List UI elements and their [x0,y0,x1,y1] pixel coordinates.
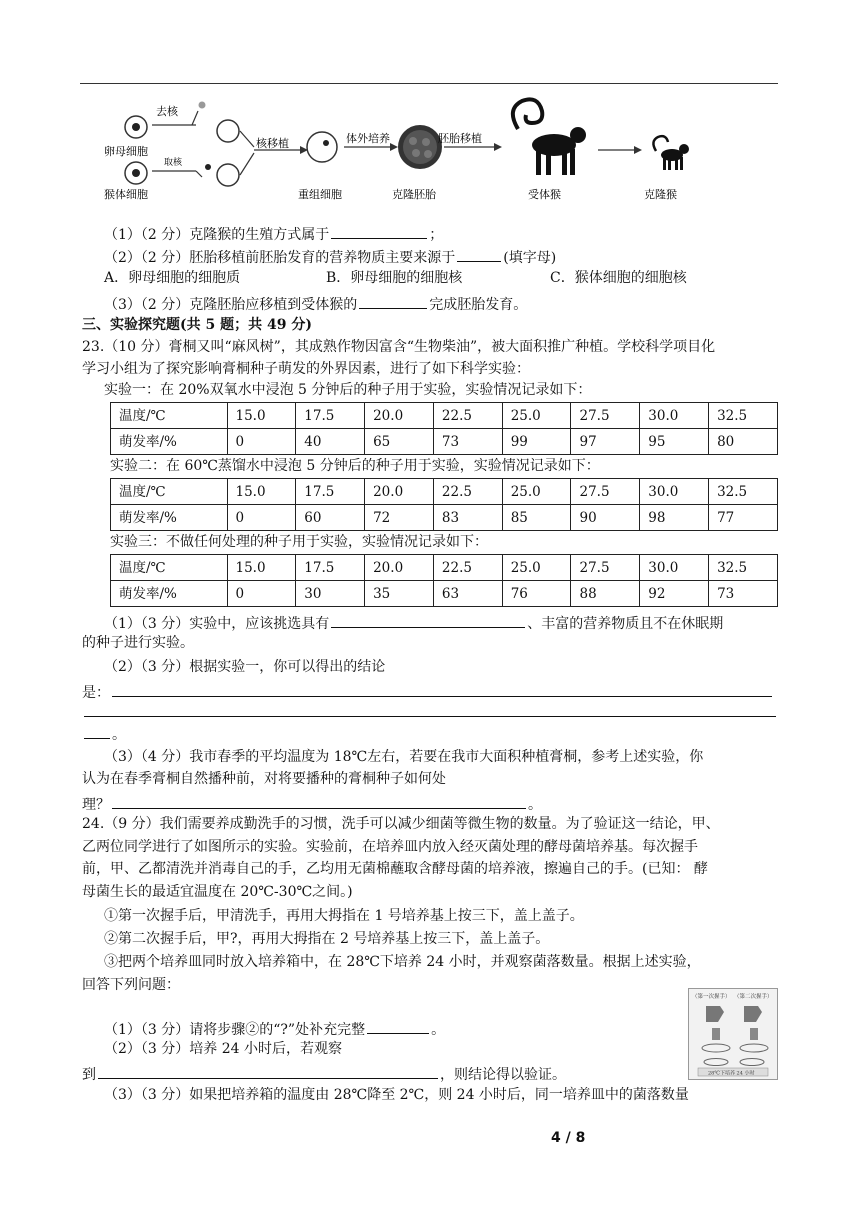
q24-sub2-line: 到 ，则结论得以验证。 [82,1062,566,1085]
section-title: 三、实验探究题(共 5 题；共 49 分) [82,317,312,333]
answer-blank[interactable] [112,792,526,809]
table-cell: 25.0 [502,479,571,505]
table-row [111,429,778,455]
table-cell: 22.5 [433,403,502,429]
arrow-right-icon [634,146,642,154]
table-row [111,581,778,607]
table-row [111,505,778,531]
egg-cell-label: 卵母细胞 [104,145,148,158]
clone-monkey-label: 克隆猴 [644,188,677,201]
q23-sub2-end: 。 [82,722,126,745]
answer-blank[interactable] [98,1062,438,1079]
q22-option-b[interactable]: B．卵母细胞的细胞核 [326,270,463,286]
egg-cell-icon [125,116,147,138]
q22-sub2: （2）（2 分）胚胎移植前胚胎发育的营养物质主要来源于 (填字母) [104,245,556,268]
table-cell: 85 [502,505,571,531]
answer-blank[interactable] [359,292,427,309]
q23-sub1-cont: 的种子进行实验。 [82,635,194,651]
q22-option-a[interactable]: A．卵母细胞的细胞质 [104,270,241,286]
table-cell: 17.5 [296,479,365,505]
cloned-embryo-label: 克隆胚胎 [392,188,436,201]
table-cell: 30 [296,581,365,607]
table-cell: 92 [640,581,709,607]
q24-stem-line4: 母菌生长的最适宜温度在 20℃-30℃之间。) [82,884,353,900]
table-cell: 99 [502,429,571,455]
nuclear-transfer-label: 核移植 [256,137,289,150]
table-cell: 15.0 [227,403,296,429]
table-cell: 65 [365,429,434,455]
page-number: 4 / 8 [551,1130,586,1146]
clone-monkey-icon [653,136,689,170]
q23-exp3-title: 实验三：不做任何处理的种子用于实验，实验情况记录如下： [110,534,488,550]
table-cell: 97 [571,429,640,455]
q23-sub3-line2: 认为在春季膏桐自然播种前，对将要播种的膏桐种子如何处 [82,771,446,787]
table-header-cell: 温度/℃ [111,403,228,429]
table-cell: 72 [365,505,434,531]
table-cell: 30.0 [640,479,709,505]
monkey-cell-label: 猴体细胞 [104,188,148,201]
q23-sub2: （2）（3 分）根据实验一，你可以得出的结论 [104,659,386,675]
table-cell: 32.5 [709,555,778,581]
q24-step2: ②第二次握手后，甲?，再用大拇指在 2 号培养基上按三下，盖上盖子。 [104,931,550,947]
table-header-cell: 温度/℃ [111,479,228,505]
table-cell: 88 [571,581,640,607]
table-header-cell: 萌发率/% [111,505,228,531]
answer-blank[interactable] [367,1017,429,1034]
table-cell: 22.5 [433,555,502,581]
q24-step3-cont: 回答下列问题： [82,977,180,993]
answer-blank[interactable] [112,680,772,697]
table-cell: 0 [227,429,296,455]
q23-sub1: （1）（3 分）实验中，应该挑选具有 、丰富的营养物质且不在休眠期 [104,611,723,634]
table-cell: 0 [227,581,296,607]
q22-sub3: （3）（2 分）克隆胚胎应移植到受体猴的 完成胚胎发育。 [104,292,527,315]
q24-stem-line3: 前，甲、乙都清洗并消毒自己的手，乙均用无菌棉蘸取含酵母菌的培养液，擦遍自己的手。(已知： 酵 [82,861,708,877]
table-cell: 17.5 [296,403,365,429]
incubation-caption: 28℃下培养 24 小时 [708,1070,755,1077]
exp2-table [110,478,778,531]
table-cell: 80 [709,429,778,455]
q22-sub1: （1）（2 分）克隆猴的生殖方式属于 ； [104,222,443,245]
table-cell: 30.0 [640,555,709,581]
q24-stem-line1: 24.（9 分）我们需要养成勤洗手的习惯，洗手可以减少细菌等微生物的数量。为了验证这一结论，甲、 [82,816,720,832]
q23-stem-line2: 学习小组为了探究影响膏桐种子萌发的外界因素，进行了如下科学实验： [82,361,530,377]
table-cell: 90 [571,505,640,531]
second-handshake-label: （第二次握手） [734,994,773,1000]
table-cell: 32.5 [709,403,778,429]
table-cell: 40 [296,429,365,455]
q24-sub1: （1）（3 分）请将步骤②的“?”处补充完整 。 [104,1017,445,1040]
table-cell: 32.5 [709,479,778,505]
table-cell: 15.0 [227,479,296,505]
table-cell: 27.5 [571,555,640,581]
q24-sub3: （3）（3 分）如果把培养箱的温度由 28℃降至 2℃，则 24 小时后，同一培养皿中的菌落数量 [104,1087,689,1103]
q24-stem-line2: 乙两位同学进行了如图所示的实验。实验前，在培养皿内放入经灭菌处理的酵母菌培养基。每次握手 [82,839,698,855]
q23-sub3-line3: 理？ 。 [82,792,542,815]
table-cell: 76 [502,581,571,607]
exp1-table [110,402,778,455]
table-cell: 27.5 [571,479,640,505]
answer-blank[interactable] [331,611,525,628]
table-cell: 73 [433,429,502,455]
answer-blank[interactable] [84,700,776,717]
table-row [111,555,778,581]
table-cell: 25.0 [502,555,571,581]
handshake-experiment-figure [688,988,778,1080]
table-cell: 35 [365,581,434,607]
table-cell: 95 [640,429,709,455]
table-cell: 27.5 [571,403,640,429]
surrogate-monkey-icon [513,99,586,175]
table-cell: 77 [709,505,778,531]
table-cell: 17.5 [296,555,365,581]
table-row [111,403,778,429]
cell-without-nucleus-icon [217,164,239,186]
enucleated-egg-icon [217,120,239,142]
table-cell: 25.0 [502,403,571,429]
answer-blank[interactable] [457,245,501,262]
q24-step1: ①第一次握手后，甲清洗手，再用大拇指在 1 号培养基上按三下，盖上盖子。 [104,908,584,924]
table-cell: 20.0 [365,479,434,505]
enucleate-label: 去核 [156,105,178,118]
table-cell: 0 [227,505,296,531]
q23-sub2-line: 是： [82,680,774,703]
exp3-table [110,554,778,607]
table-cell: 15.0 [227,555,296,581]
answer-blank[interactable] [331,222,427,239]
header-rule [80,83,778,84]
donor-nucleus-icon [205,164,211,170]
recombined-cell-label: 重组细胞 [298,188,342,201]
first-handshake-label: （第一次握手） [692,994,731,1000]
in-vitro-culture-label: 体外培养 [346,132,390,145]
cloned-embryo-icon [398,125,442,169]
table-cell: 63 [433,581,502,607]
take-nucleus-label: 取核 [164,158,183,168]
table-cell: 20.0 [365,555,434,581]
table-cell: 73 [709,581,778,607]
q24-sub2: （2）（3 分）培养 24 小时后，若观察 [104,1041,342,1057]
table-cell: 98 [640,505,709,531]
table-cell: 30.0 [640,403,709,429]
removed-nucleus-icon [199,102,206,109]
monkey-cell-icon [125,162,147,184]
table-header-cell: 温度/℃ [111,555,228,581]
answer-blank[interactable] [84,722,110,739]
q23-sub3-line1: （3）（4 分）我市春季的平均温度为 18℃左右，若要在我市大面积种植膏桐，参考上述实验，你 [104,749,704,765]
table-cell: 60 [296,505,365,531]
table-row [111,479,778,505]
surrogate-label: 受体猴 [528,188,561,201]
q23-exp1-title: 实验一：在 20%双氧水中浸泡 5 分钟后的种子用于实验，实验情况记录如下： [104,382,592,398]
q24-step3: ③把两个培养皿同时放入培养箱中，在 28℃下培养 24 小时，并观察菌落数量。根据上述实验， [104,954,701,970]
cloning-diagram [104,95,696,211]
table-cell: 22.5 [433,479,502,505]
q22-option-c[interactable]: C．猴体细胞的细胞核 [550,270,687,286]
q23-stem-line1: 23.（10 分）膏桐又叫“麻风树”，其成熟作物因富含“生物柴油”，被大面积推广种植。学校科学项目化 [82,339,716,355]
arrow-right-icon [494,143,502,151]
embryo-transfer-label: 胚胎移植 [438,132,482,145]
arrow-right-icon [390,143,398,151]
recombined-cell-icon [307,132,337,162]
table-header-cell: 萌发率/% [111,581,228,607]
table-cell: 83 [433,505,502,531]
table-header-cell: 萌发率/% [111,429,228,455]
table-cell: 20.0 [365,403,434,429]
q23-exp2-title: 实验二：在 60℃蒸馏水中浸泡 5 分钟后的种子用于实验，实验情况记录如下： [110,458,600,474]
